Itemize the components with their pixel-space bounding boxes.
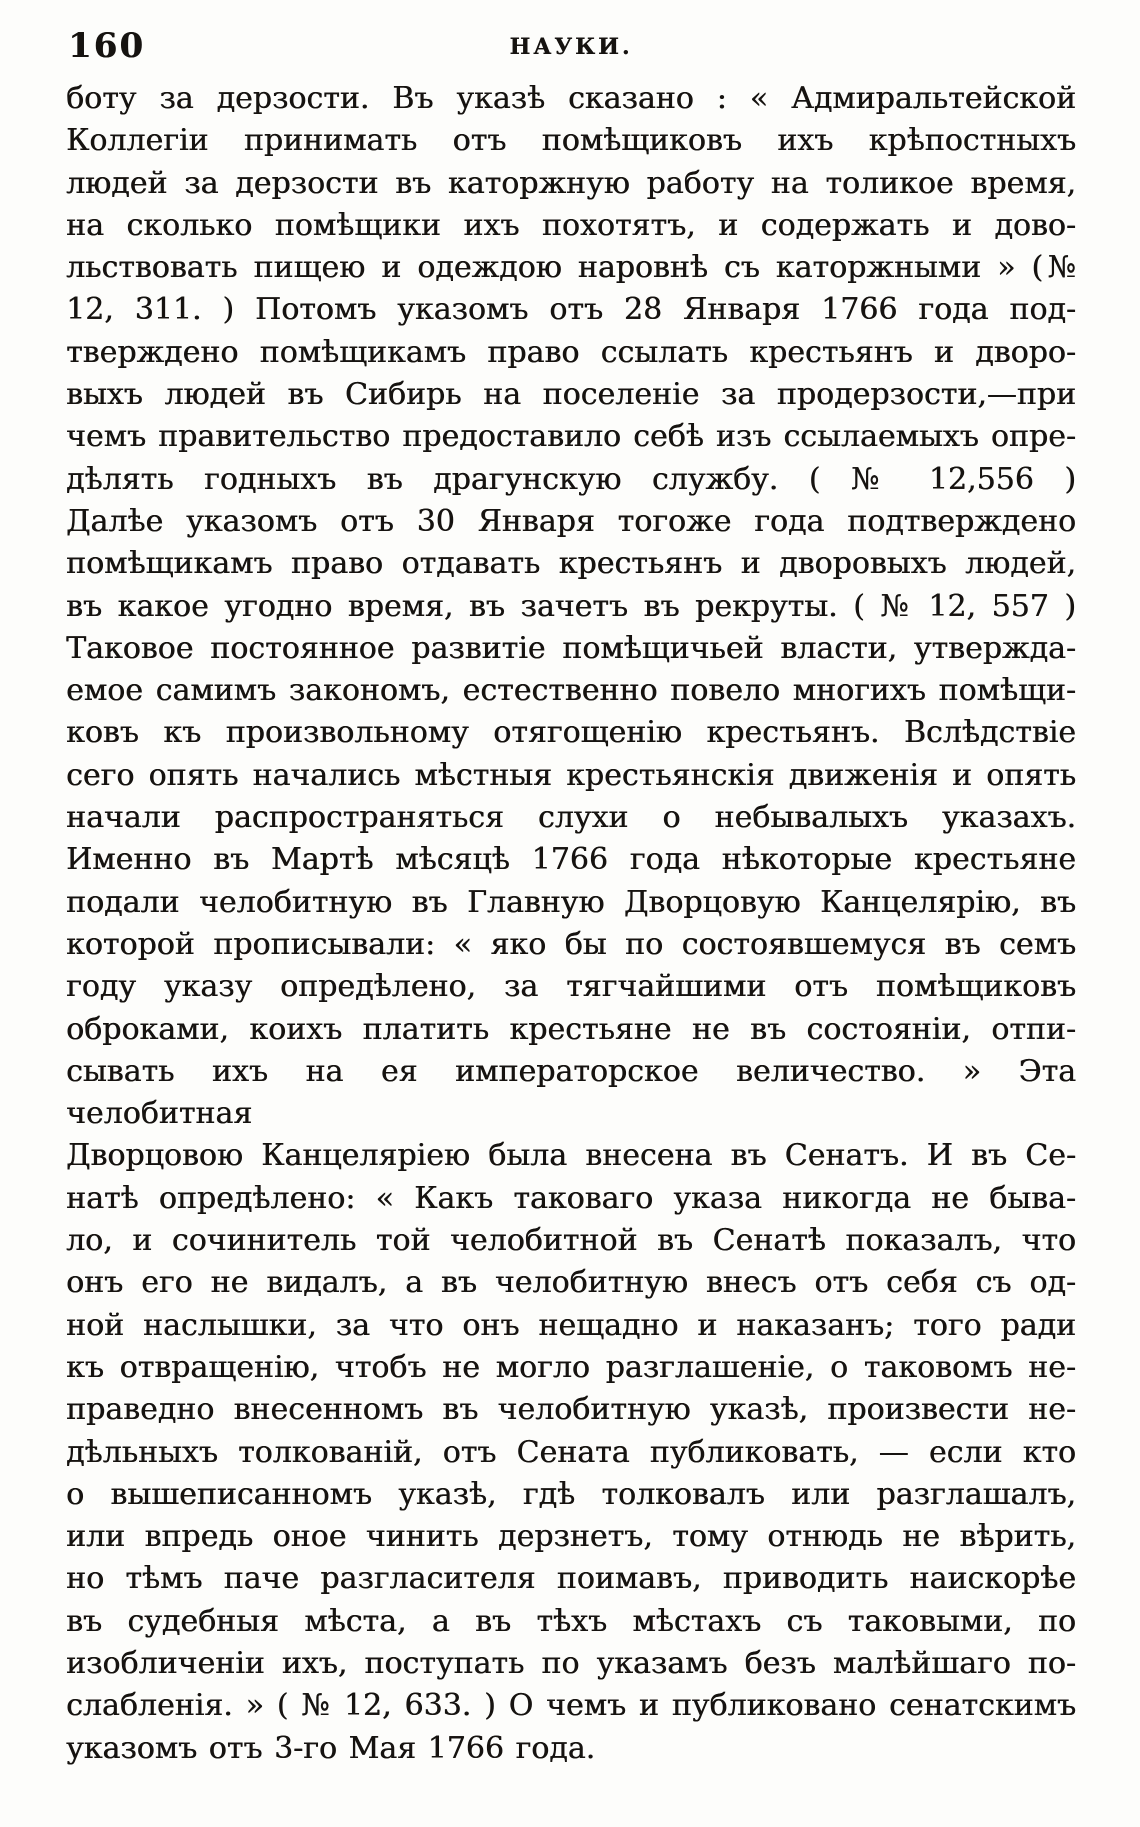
text-line: Именно въ Мартѣ мѣсяцѣ 1766 года нѣкоторые крестьяне xyxy=(66,842,1076,878)
text-line: слабленія. » ( № 12, 633. ) О чемъ и публиковано сенатскимъ xyxy=(66,1688,1076,1724)
text-line: ло, и сочинитель той челобитной въ Сенатѣ показалъ, что xyxy=(66,1223,1076,1259)
running-header-title: НАУКИ. xyxy=(509,34,633,60)
text-line: праведно внесенномъ въ челобитную указѣ, произвести не- xyxy=(66,1392,1076,1428)
text-line: Коллегіи принимать отъ помѣщиковъ ихъ крѣпостныхъ xyxy=(66,123,1076,159)
text-line: о вышеписанномъ указѣ, гдѣ толковалъ или разглашалъ, xyxy=(66,1476,1076,1512)
text-line: тверждено помѣщикамъ право ссылать крестьянъ и дворо- xyxy=(66,334,1076,370)
text-line: или впредь оное чинить дерзнетъ, тому отнюдь не вѣрить, xyxy=(66,1519,1076,1555)
page-body xyxy=(66,78,1076,1770)
text-line: Таковое постоянное развитіе помѣщичьей власти, утвержда- xyxy=(66,630,1076,666)
text-line: дѣльныхъ толкованій, отъ Сената публиковать, — если кто xyxy=(66,1434,1076,1470)
text-line: дѣлять годныхъ въ драгунскую службу. ( № 12,556 ) xyxy=(66,461,1076,497)
text-line: къ отвращенію, чтобъ не могло разглашеніе, о таковомъ не- xyxy=(66,1349,1076,1385)
text-line: которой прописывали: « яко бы по состоявшемуся въ семъ xyxy=(66,926,1076,962)
text-line: 12, 311. ) Потомъ указомъ отъ 28 Января 1766 года под- xyxy=(66,292,1076,328)
text-line: Далѣе указомъ отъ 30 Января тогоже года подтверждено xyxy=(66,503,1076,539)
text-line: помѣщикамъ право отдавать крестьянъ и дворовыхъ людей, xyxy=(66,546,1076,582)
text-line: въ какое угодно время, въ зачетъ въ рекруты. ( № 12, 557 ) xyxy=(66,588,1076,624)
text-line: чемъ правительство предоставило себѣ изъ ссылаемыхъ опре- xyxy=(66,419,1076,455)
text-line: указомъ отъ 3-го Мая 1766 года. xyxy=(66,1730,596,1766)
text-line: Дворцовою Канцеляріею была внесена въ Сенатъ. И въ Се- xyxy=(66,1138,1076,1174)
text-line: на сколько помѣщики ихъ похотятъ, и содержать и дово- xyxy=(66,207,1076,243)
text-line: онъ его не видалъ, а въ челобитную внесъ отъ себя съ од- xyxy=(66,1265,1076,1301)
text-line: льствовать пищею и одеждою наровнѣ съ каторжными » (№ xyxy=(66,250,1076,286)
running-head xyxy=(66,26,1076,70)
text-line: емое самимъ закономъ, естественно повело многихъ помѣщи- xyxy=(66,673,1076,709)
text-line: сего опять начались мѣстныя крестьянскія движенія и опять xyxy=(66,757,1076,793)
text-line: въ судебныя мѣста, а въ тѣхъ мѣстахъ съ таковыми, по xyxy=(66,1603,1076,1639)
text-line: оброками, коихъ платить крестьяне не въ состояніи, отпи- xyxy=(66,1011,1076,1047)
text-line: ной наслышки, за что онъ нещадно и наказанъ; того ради xyxy=(66,1307,1076,1343)
text-line: сывать ихъ на ея императорское величество. » Эта челобитная xyxy=(66,1053,1076,1132)
text-line: подали челобитную въ Главную Дворцовую Канцелярію, въ xyxy=(66,884,1076,920)
page-number: 160 xyxy=(68,26,145,66)
text-line: людей за дерзости въ каторжную работу на толикое время, xyxy=(66,165,1076,201)
text-line: выхъ людей въ Сибирь на поселеніе за продерзости,—при xyxy=(66,377,1076,413)
text-line: натѣ опредѣлено: « Какъ таковаго указа никогда не быва- xyxy=(66,1180,1076,1216)
text-line: изобличеніи ихъ, поступать по указамъ безъ малѣйшаго по- xyxy=(66,1645,1076,1681)
text-line: ковъ къ произвольному отягощенію крестьянъ. Вслѣдствіе xyxy=(66,715,1076,751)
text-line: году указу опредѣлено, за тягчайшими отъ помѣщиковъ xyxy=(66,969,1076,1005)
text-line: боту за дерзости. Въ указѣ сказано : « Адмиральтейской xyxy=(66,81,1076,116)
text-line: начали распространяться слухи о небывалыхъ указахъ. xyxy=(66,800,1076,836)
text-line: но тѣмъ паче разгласителя поимавъ, приводить наискорѣе xyxy=(66,1561,1076,1597)
